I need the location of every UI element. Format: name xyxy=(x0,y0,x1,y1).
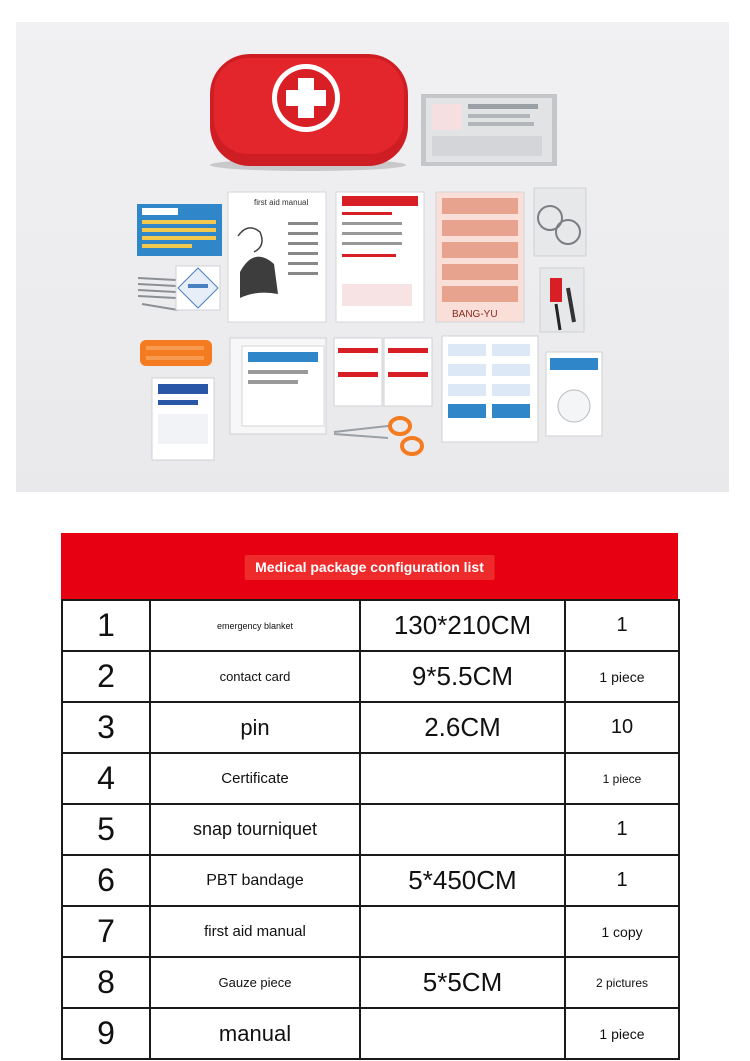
row-number: 1 xyxy=(62,600,150,651)
configuration-table xyxy=(61,533,678,1061)
gauze-pad-icon xyxy=(230,338,326,434)
item-name: first aid manual xyxy=(150,906,360,957)
item-qty: 10 xyxy=(565,702,679,753)
item-spec: 130*210CM xyxy=(360,600,565,651)
item-qty: 1 piece xyxy=(565,651,679,702)
item-name: snap tourniquet xyxy=(150,804,360,855)
table-row xyxy=(62,753,679,804)
item-name: Certificate xyxy=(150,753,360,804)
item-spec: 5*450CM xyxy=(360,855,565,906)
row-number: 7 xyxy=(62,906,150,957)
item-qty: 1 xyxy=(565,600,679,651)
item-qty: 1 xyxy=(565,804,679,855)
table-header xyxy=(61,533,678,599)
item-qty: 1 piece xyxy=(565,753,679,804)
row-number: 4 xyxy=(62,753,150,804)
table-row xyxy=(62,804,679,855)
table-row xyxy=(62,702,679,753)
manual-sheet-icon xyxy=(336,192,424,322)
table-title: Medical package configuration list xyxy=(244,555,495,580)
whistle-icon xyxy=(540,268,584,332)
pbt-bandage-icon xyxy=(152,378,214,460)
item-spec xyxy=(360,906,565,957)
row-number: 3 xyxy=(62,702,150,753)
first-aid-manual-icon xyxy=(228,192,326,322)
certificate-icon xyxy=(176,266,220,310)
alcohol-pad-icon xyxy=(442,336,538,442)
tape-icon xyxy=(546,352,602,436)
item-spec xyxy=(360,1008,565,1059)
contact-card-icon xyxy=(137,204,222,256)
emergency-blanket-icon xyxy=(421,94,557,166)
svg-text:BANG-YU: BANG-YU xyxy=(452,309,498,320)
item-spec: 2.6CM xyxy=(360,702,565,753)
bandage-strip-sheet-icon xyxy=(436,192,524,322)
table-row xyxy=(62,651,679,702)
table-row xyxy=(62,1008,679,1059)
row-number: 8 xyxy=(62,957,150,1008)
red-case-icon xyxy=(210,54,408,171)
row-number: 6 xyxy=(62,855,150,906)
item-qty: 1 xyxy=(565,855,679,906)
tourniquet-icon xyxy=(140,340,212,366)
iodine-prep-pad-icon xyxy=(334,338,432,406)
item-name: pin xyxy=(150,702,360,753)
table-row xyxy=(62,906,679,957)
row-number: 5 xyxy=(62,804,150,855)
pin-icon xyxy=(138,278,178,310)
item-name: emergency blanket xyxy=(150,600,360,651)
product-photo xyxy=(16,22,729,492)
row-number: 2 xyxy=(62,651,150,702)
item-spec xyxy=(360,753,565,804)
table-row xyxy=(62,600,679,651)
item-spec: 5*5CM xyxy=(360,957,565,1008)
scissors-icon xyxy=(334,418,422,454)
item-name: contact card xyxy=(150,651,360,702)
item-spec xyxy=(360,804,565,855)
table-row xyxy=(62,957,679,1008)
item-qty: 2 pictures xyxy=(565,957,679,1008)
table-row xyxy=(62,855,679,906)
item-qty: 1 copy xyxy=(565,906,679,957)
svg-text:first aid manual: first aid manual xyxy=(254,198,309,207)
wire-saw-icon xyxy=(534,188,586,256)
item-spec: 9*5.5CM xyxy=(360,651,565,702)
item-name: manual xyxy=(150,1008,360,1059)
configuration-list xyxy=(61,599,680,1060)
item-name: Gauze piece xyxy=(150,957,360,1008)
row-number: 9 xyxy=(62,1008,150,1059)
item-name: PBT bandage xyxy=(150,855,360,906)
item-qty: 1 piece xyxy=(565,1008,679,1059)
